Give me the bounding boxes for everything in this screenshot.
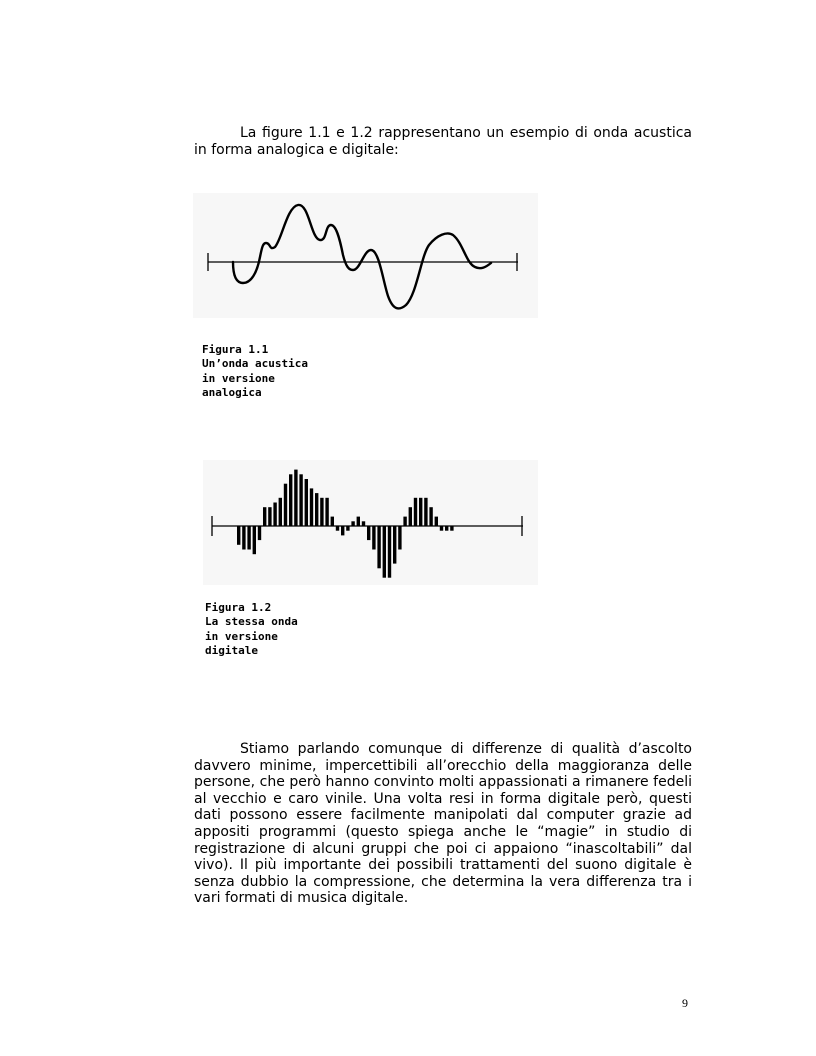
sample-bar: [388, 526, 391, 578]
sample-bar: [409, 507, 412, 526]
figure-2-caption-line: digitale: [205, 644, 258, 658]
intro-text: La figure 1.1 e 1.2 rappresentano un esempio di onda acustica in forma analogica e digitale:: [194, 125, 692, 158]
sample-bar: [419, 498, 422, 526]
sample-bar: [403, 517, 406, 526]
sample-bar: [429, 507, 432, 526]
analog-wave-svg: [193, 193, 538, 318]
page-number: 9: [682, 996, 688, 1010]
sample-bar: [346, 526, 349, 531]
sample-bar: [440, 526, 443, 531]
sample-bar: [377, 526, 380, 568]
figure-2-caption-line: in versione: [205, 629, 278, 643]
sample-bar: [289, 474, 292, 526]
sample-bar: [299, 474, 302, 526]
sample-bar: [393, 526, 396, 564]
digital-wave-svg: [203, 460, 538, 585]
sample-bar: [310, 488, 313, 526]
sample-bar: [247, 526, 250, 550]
sample-bar: [242, 526, 245, 550]
figure-2-background: [203, 460, 538, 585]
sample-bar: [263, 507, 266, 526]
sample-bar: [414, 498, 417, 526]
sample-bar: [435, 517, 438, 526]
figure-2-caption-line: Figura 1.2: [205, 601, 272, 614]
sample-bar: [279, 498, 282, 526]
sample-bar: [357, 517, 360, 526]
sample-bar: [258, 526, 261, 540]
sample-bar: [284, 484, 287, 526]
figure-2-digital-wave: [203, 460, 538, 585]
sample-bar: [325, 498, 328, 526]
sample-bar: [315, 493, 318, 526]
body-text: Stiamo parlando comunque di differenze di qualità d’ascolto davvero minime, impercettibili all’orecchio della maggioranza delle persone, che però hanno convinto molti appassionati a rimanere fedeli al vecchio e caro vinile. Una volta resi in forma digitale però, questi dati possono essere facilmente manipolati dal computer grazie ad appositi programmi (questo spiega anche le “magie” in studio di registrazione di alcuni gruppi che poi ci appaiono “inascoltabili” dal vivo). Il più importante dei possibili trattamenti del suono digitale è senza dubbio la compressione, che determina la vera differenza tra i vari formati di musica digitale.: [194, 741, 692, 907]
figure-2-caption: [205, 601, 298, 659]
sample-bar: [237, 526, 240, 545]
figure-1-caption-line: in versione: [202, 371, 275, 385]
sample-bar: [450, 526, 453, 531]
sample-bar: [424, 498, 427, 526]
sample-bar: [367, 526, 370, 540]
sample-bar: [294, 470, 297, 526]
intro-paragraph: [194, 125, 692, 158]
sample-bar: [268, 507, 271, 526]
figure-1-caption-line: Figura 1.1: [202, 343, 269, 356]
sample-bar: [351, 521, 354, 526]
figure-1-caption-line: Un’onda acustica: [202, 357, 308, 371]
sample-bar: [336, 526, 339, 531]
sample-bar: [305, 479, 308, 526]
figure-1-caption: [202, 343, 308, 401]
figure-1-caption-line: analogica: [202, 386, 262, 400]
sample-bar: [398, 526, 401, 550]
sample-bar: [372, 526, 375, 550]
body-paragraph: [194, 741, 692, 907]
sample-bar: [383, 526, 386, 578]
sample-bar: [331, 517, 334, 526]
sample-bar: [362, 521, 365, 526]
figure-2-caption-line: La stessa onda: [205, 615, 298, 629]
sample-bar: [273, 503, 276, 527]
figure-1-analog-wave: [193, 193, 538, 318]
sample-bar: [253, 526, 256, 554]
sample-bar: [320, 498, 323, 526]
sample-bar: [445, 526, 448, 531]
sample-bar: [341, 526, 344, 535]
